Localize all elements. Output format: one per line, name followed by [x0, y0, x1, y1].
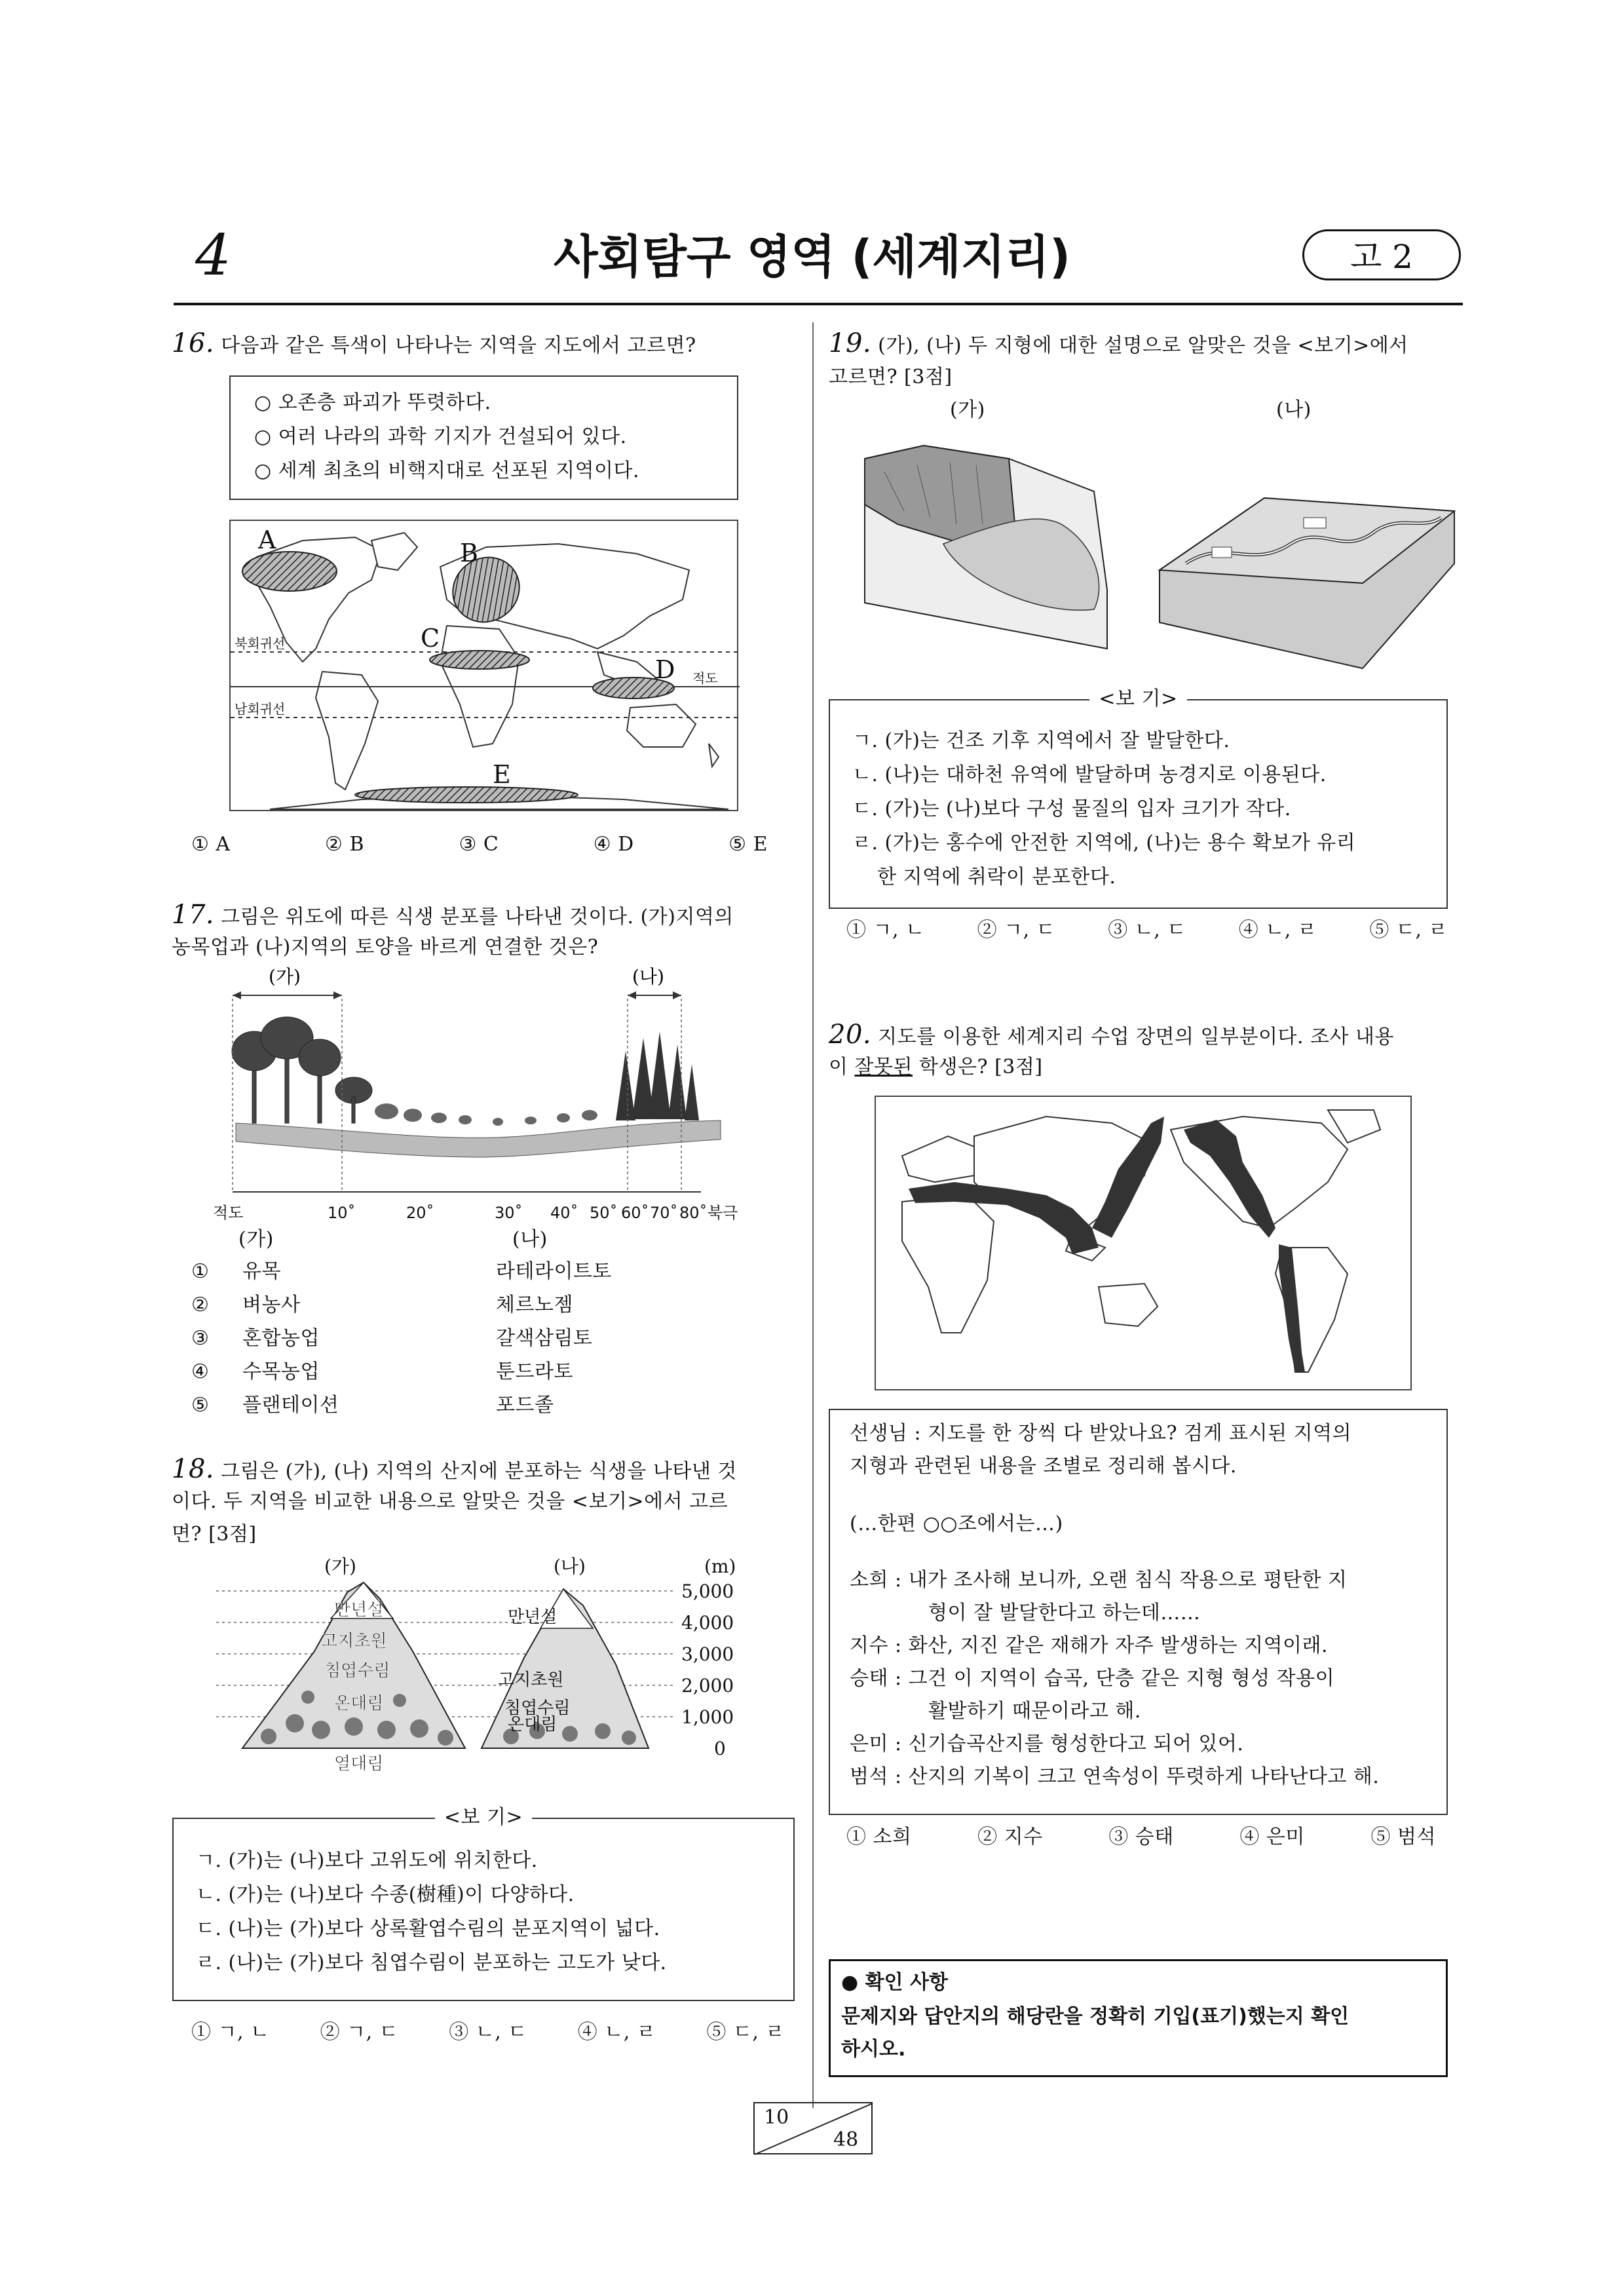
q20-map-svg [876, 1097, 1413, 1392]
notice-box [829, 1959, 1448, 2077]
dialogue-line: 지형과 관련된 내용을 조별로 정리해 봅시다. [850, 1455, 1237, 1478]
region-c-ellipse [430, 651, 529, 669]
q20-question-line2: 이 잘못된 학생은? [3점] [829, 1056, 1043, 1079]
map-africa-shape [902, 1195, 994, 1333]
q19-number: 19. [829, 328, 872, 358]
elevation-5000: 5,000 [681, 1580, 734, 1602]
q17-number: 17. [172, 900, 215, 930]
q16-condition-box [229, 375, 738, 500]
q19-bogi-box [829, 687, 1448, 909]
column-divider [812, 322, 814, 2108]
q19-choice-5[interactable]: ⑤ ㄷ, ㄹ [1369, 919, 1448, 942]
notice-line2: 하시오. [841, 2038, 906, 2061]
new-zealand-shape [709, 744, 719, 767]
map-label-equator: 적도 [692, 670, 718, 686]
axis-label-north-pole: 북극 [708, 1204, 738, 1222]
q17-row-na: 포드졸 [496, 1394, 554, 1417]
q17-row-ga: 혼합농업 [242, 1327, 320, 1350]
ground-profile [236, 1120, 721, 1157]
map-label-e: E [493, 760, 511, 789]
axis-label-70: 70˚ [650, 1204, 678, 1222]
floodplain-block [1160, 498, 1454, 668]
rainforest-trees [232, 1017, 372, 1123]
ga-zone-alpine: 고지초원 [321, 1632, 387, 1651]
na-zone-temperate: 온대림 [508, 1715, 557, 1734]
q20-choice-1[interactable]: ① 소희 [846, 1826, 912, 1848]
world-map-svg [231, 521, 740, 813]
axis-label-equator: 적도 [213, 1204, 244, 1222]
axis-label-80: 80˚ [679, 1204, 708, 1222]
q19-bogi-item: ㄴ. (나)는 대하천 유역에 발달하며 농경지로 이용된다. [852, 763, 1327, 786]
dialogue-line: (…한편 ○○조에서는…) [850, 1512, 1063, 1535]
q20-dialogue-box [829, 1409, 1448, 1815]
q17-row-num[interactable]: ① [191, 1260, 210, 1283]
q20-choices [846, 1822, 1436, 1853]
q16-condition: ○ 세계 최초의 비핵지대로 선포된 지역이다. [254, 459, 640, 482]
axis-label-60: 60˚ [621, 1204, 649, 1222]
australia-shape [627, 704, 696, 747]
q20-choice-2[interactable]: ② 지수 [977, 1826, 1043, 1848]
dialogue-line: 은미 : 신기습곡산지를 형성한다고 되어 있어. [850, 1732, 1244, 1755]
q18-bogi-item: ㄴ. (가)는 (나)보다 수종(樹種)이 다양하다. [196, 1883, 575, 1906]
q17-row-ga: 수목농업 [242, 1360, 320, 1383]
notice-title: ● 확인 사항 [841, 1971, 948, 1994]
current-page: 10 [764, 2106, 789, 2129]
q17-row-na: 라테라이트토 [496, 1260, 612, 1283]
page-title: 사회탐구 영역 (세계지리) [554, 230, 1070, 284]
q18-choice-4[interactable]: ④ ㄴ, ㄹ [577, 2021, 656, 2044]
na-zone-conifer: 침엽수림 [504, 1698, 571, 1718]
dialogue-line: 소희 : 내가 조사해 보니까, 오랜 침식 작용으로 평탄한 지 [850, 1569, 1348, 1592]
q19-fig-ga: (가) [950, 398, 985, 421]
elevation-2000: 2,000 [681, 1675, 734, 1696]
q16-number: 16. [172, 328, 215, 358]
q16-condition: ○ 여러 나라의 과학 기지가 건설되어 있다. [254, 425, 627, 448]
q18-bogi-title: <보 기> [174, 1802, 793, 1833]
q16-choice-1[interactable]: ① A [191, 833, 231, 856]
q18-bogi-box [172, 1806, 795, 2001]
q20-choice-3[interactable]: ③ 승태 [1108, 1826, 1174, 1848]
q19-landform-figure [845, 432, 1467, 681]
q18-mountain-figure [216, 1553, 773, 1789]
q17-fig-ga: (가) [269, 966, 301, 987]
q16-world-map [229, 520, 738, 811]
q17-row-ga: 유목 [242, 1260, 281, 1283]
axis-label-20: 20˚ [406, 1204, 434, 1222]
q17-row-num[interactable]: ③ [191, 1327, 210, 1350]
ga-zone-tropical: 열대림 [334, 1754, 384, 1774]
greenland-shape [371, 533, 417, 570]
map-australia-shape [1099, 1284, 1158, 1326]
q16-question [172, 328, 696, 362]
q17-row-ga: 플랜테이션 [242, 1394, 339, 1417]
q16-choice-5[interactable]: ⑤ E [728, 833, 768, 856]
q18-number: 18. [172, 1454, 215, 1484]
elevation-4000: 4,000 [681, 1612, 734, 1634]
q18-choice-5[interactable]: ⑤ ㄷ, ㄹ [706, 2021, 785, 2044]
q19-question-line2: 고르면? [3점] [829, 366, 953, 389]
q19-choice-4[interactable]: ④ ㄴ, ㄹ [1238, 919, 1317, 942]
q19-choice-2[interactable]: ② ㄱ, ㄷ [977, 919, 1056, 942]
dialogue-line: 승태 : 그건 이 지역이 습곡, 단층 같은 지형 형성 작용이 [850, 1667, 1335, 1690]
page-number: 4 [195, 223, 231, 288]
ga-zone-temperate: 온대림 [334, 1694, 384, 1713]
q18-fig-ga: (가) [324, 1556, 356, 1577]
q20-choice-5[interactable]: ⑤ 범석 [1370, 1826, 1436, 1848]
q16-choice-2[interactable]: ② B [325, 833, 365, 856]
q17-fig-na: (나) [632, 966, 664, 987]
elevation-1000: 1,000 [681, 1706, 734, 1728]
region-e-ellipse [355, 787, 578, 803]
alluvial-fan-block [865, 446, 1107, 649]
q19-question-line1: 19. (가), (나) 두 지형에 대한 설명으로 알맞은 것을 <보기>에서 [829, 328, 1408, 358]
q16-choices [191, 829, 768, 860]
header-rule [174, 303, 1463, 305]
q18-bogi-item: ㄷ. (나)는 (가)보다 상록활엽수림의 분포지역이 넓다. [196, 1917, 660, 1940]
dialogue-line: 선생님 : 지도를 한 장씩 다 받았나요? 검게 표시된 지역의 [850, 1422, 1352, 1445]
q18-bogi-item: ㄱ. (가)는 (나)보다 고위도에 위치한다. [196, 1849, 538, 1872]
q18-choice-1[interactable]: ① ㄱ, ㄴ [191, 2021, 270, 2044]
q16-text: 다음과 같은 특색이 나타나는 지역을 지도에서 고르면? [221, 334, 696, 357]
dialogue-line: 범석 : 산지의 기복이 크고 연속성이 뚜렷하게 나타난다고 해. [850, 1765, 1380, 1788]
q17-question-line1: 17. 그림은 위도에 따른 식생 분포를 나타낸 것이다. (가)지역의 [172, 900, 734, 930]
ga-zone-snow: 만년설 [334, 1600, 384, 1620]
q18-question-line1: 18. 그림은 (가), (나) 지역의 산지에 분포하는 식생을 나타낸 것 [172, 1454, 737, 1484]
page-counter [753, 2102, 873, 2154]
q17-header-ga: (가) [238, 1228, 274, 1251]
map-label-c: C [421, 624, 440, 653]
elevation-3000: 3,000 [681, 1643, 734, 1665]
elevation-0: 0 [714, 1738, 726, 1759]
q19-bogi-item: ㄹ. (가)는 홍수에 안전한 지역에, (나)는 용수 확보가 유리 [852, 832, 1356, 854]
na-zone-snow: 만년설 [508, 1607, 557, 1627]
notice-line1: 문제지와 답안지의 해당란을 정확히 기입(표기)했는지 확인 [841, 2005, 1350, 2028]
axis-label-10: 10˚ [328, 1204, 356, 1222]
q18-bogi-item: ㄹ. (나)는 (가)보다 침엽수림이 분포하는 고도가 낮다. [196, 1951, 667, 1974]
south-america-shape [316, 672, 378, 790]
savanna-shrubs [375, 1103, 597, 1126]
q18-question-line2: 이다. 두 지역을 비교한 내용으로 알맞은 것을 <보기>에서 고르 [172, 1490, 728, 1513]
q18-question-line3: 면? [3점] [172, 1523, 257, 1546]
dialogue-line: 활발하기 때문이라고 해. [928, 1700, 1141, 1723]
q17-row-num[interactable]: ④ [191, 1360, 210, 1383]
q19-bogi-item-cont: 한 지역에 취락이 분포한다. [877, 866, 1116, 889]
q17-row-na: 갈색삼림토 [496, 1327, 593, 1350]
q19-fig-na: (나) [1276, 398, 1312, 421]
q18-choice-2[interactable]: ② ㄱ, ㄷ [320, 2021, 399, 2044]
q17-question-line2: 농목업과 (나)지역의 토양을 바르게 연결한 것은? [172, 936, 599, 959]
grade-badge: 고 2 [1302, 229, 1461, 280]
q17-vegetation-figure [213, 966, 760, 1228]
q19-bogi-title: <보 기> [830, 683, 1446, 715]
map-label-tropic-cancer: 북회귀선 [235, 636, 286, 651]
conifer-trees [616, 1031, 699, 1120]
q20-question-line1: 20. 지도를 이용한 세계지리 수업 장면의 일부분이다. 조사 내용 [829, 1020, 1394, 1050]
q18-fig-unit: (m) [704, 1556, 736, 1577]
underlined-word: 잘못된 [854, 1056, 913, 1079]
q17-row-na: 체르노젬 [496, 1293, 573, 1316]
map-label-a: A [258, 526, 276, 554]
na-zone-alpine: 고지초원 [498, 1670, 564, 1690]
q17-row-ga: 벼농사 [242, 1293, 301, 1316]
q19-bogi-item: ㄱ. (가)는 건조 기후 지역에서 잘 발달한다. [852, 729, 1230, 752]
q17-row-num[interactable]: ② [191, 1293, 210, 1316]
map-label-b: B [460, 539, 478, 567]
q17-row-na: 툰드라토 [496, 1360, 573, 1383]
total-pages: 48 [833, 2128, 859, 2151]
q20-choice-4[interactable]: ④ 은미 [1239, 1826, 1305, 1848]
q17-row-num[interactable]: ⑤ [191, 1394, 210, 1417]
q19-bogi-item: ㄷ. (가)는 (나)보다 구성 물질의 입자 크기가 작다. [852, 797, 1291, 820]
q19-choices [846, 915, 1448, 946]
q16-choice-4[interactable]: ④ D [593, 833, 634, 856]
dialogue-line: 지수 : 화산, 지진 같은 재해가 자주 발생하는 지역이래. [850, 1634, 1329, 1657]
q20-world-map [875, 1096, 1412, 1390]
region-a-ellipse [242, 552, 337, 591]
q19-choice-1[interactable]: ① ㄱ, ㄴ [846, 919, 925, 942]
q19-choice-3[interactable]: ③ ㄴ, ㄷ [1108, 919, 1186, 942]
q18-choice-3[interactable]: ③ ㄴ, ㄷ [449, 2021, 527, 2044]
map-label-tropic-capricorn: 남회귀선 [235, 701, 286, 717]
q20-number: 20. [829, 1020, 872, 1050]
q18-fig-na: (나) [554, 1556, 586, 1577]
axis-label-50: 50˚ [590, 1204, 618, 1222]
q18-choices [191, 2017, 785, 2048]
axis-label-40: 40˚ [550, 1204, 578, 1222]
q16-choice-3[interactable]: ③ C [459, 833, 499, 856]
q16-condition: ○ 오존층 파괴가 뚜렷하다. [254, 391, 491, 414]
map-europe-shape [902, 1136, 981, 1182]
q17-header-na: (나) [512, 1228, 548, 1251]
map-label-d: D [655, 655, 675, 684]
dialogue-line: 형이 잘 발달한다고 하는데…… [928, 1601, 1201, 1624]
axis-label-30: 30˚ [495, 1204, 523, 1222]
ga-zone-conifer: 침엽수림 [324, 1661, 390, 1681]
